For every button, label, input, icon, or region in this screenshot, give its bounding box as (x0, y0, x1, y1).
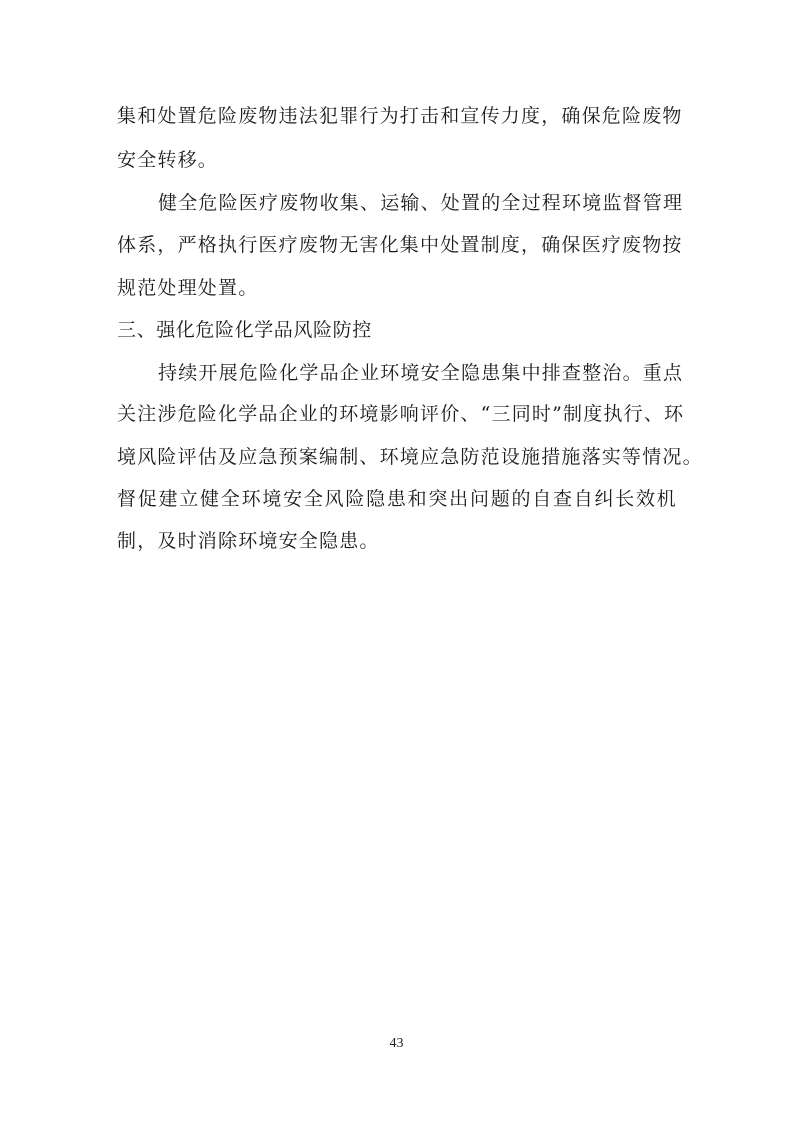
paragraph-3-line-2: 关注涉危险化学品企业的环境影响评价、“三同时”制度执行、环 (117, 403, 685, 425)
paragraph-2-line-1: 健全危险医疗废物收集、运输、处置的全过程环境监督管理 (158, 192, 684, 214)
section-heading: 三、强化危险化学品风险防控 (117, 319, 372, 341)
paragraph-3-line-5: 制，及时消除环境安全隐患。 (117, 530, 380, 552)
paragraph-3-line-3: 境风险评估及应急预案编制、环境应急防范设施措施落实等情况。 (117, 446, 703, 468)
paragraph-2-line-3: 规范处理处置。 (117, 277, 259, 299)
paragraph-2-line-2: 体系，严格执行医疗废物无害化集中处置制度，确保医疗废物按 (117, 234, 683, 256)
paragraph-1-line-2: 安全转移。 (117, 149, 219, 171)
paragraph-3-line-4: 督促建立健全环境安全风险隐患和突出问题的自查自纠长效机 (117, 488, 677, 510)
page-number: 43 (389, 1036, 404, 1051)
paragraph-3-line-1: 持续开展危险化学品企业环境安全隐患集中排查整治。重点 (158, 362, 684, 384)
paragraph-1-line-1: 集和处置危险废物违法犯罪行为打击和宣传力度，确保危险废物 (117, 105, 683, 127)
